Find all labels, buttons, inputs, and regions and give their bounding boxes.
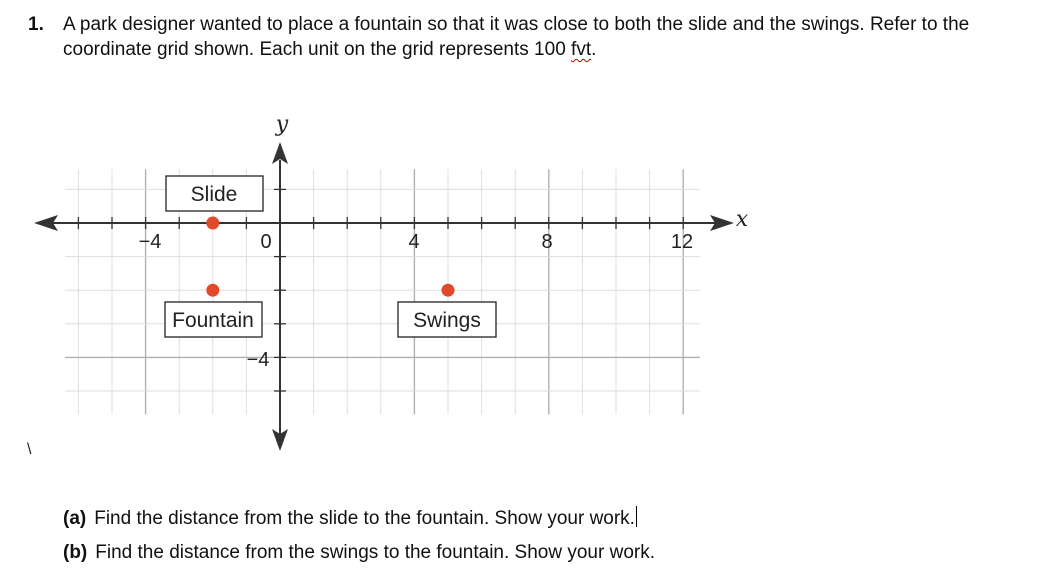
x-tick-label-neg4: −4: [138, 231, 162, 253]
stray-mark: \: [27, 441, 32, 458]
x-tick-label-8: 8: [541, 231, 553, 253]
part-a: [63, 506, 637, 531]
grid-lines: [65, 169, 700, 414]
x-tick-label-12: 12: [670, 231, 694, 253]
y-axis-label: y: [275, 112, 289, 137]
text-cursor: [636, 506, 637, 527]
misspelled-word[interactable]: fvt: [571, 39, 592, 60]
swings-label: Swings: [413, 309, 481, 332]
part-a-label: (a): [63, 508, 87, 529]
part-a-text[interactable]: Find the distance from the slide to the fountain. Show your work.: [94, 508, 635, 529]
fountain-label: Fountain: [172, 309, 254, 332]
question-number: 1.: [28, 14, 44, 35]
question-text-main: A park designer wanted to place a fountain so that it was close to both the slide and the swings. Refer to the coordinate grid shown. Each unit on the grid represents 100: [63, 14, 970, 60]
slide-label: Slide: [190, 183, 238, 206]
slide-point: [206, 217, 219, 230]
x-axis-label: x: [735, 207, 749, 232]
swings-point: [442, 284, 455, 297]
x-tick-labels: [139, 231, 694, 253]
fountain-point: [206, 284, 219, 297]
graph-marks: [139, 112, 749, 371]
y-tick-label-neg4: −4: [246, 349, 270, 371]
question-text-end: .: [591, 39, 597, 60]
part-b: [63, 541, 655, 565]
part-b-text[interactable]: Find the distance from the swings to the fountain. Show your work.: [95, 542, 655, 563]
x-tick-label-4: 4: [408, 231, 420, 253]
part-b-label: (b): [63, 542, 88, 563]
axes: [34, 142, 734, 451]
x-tick-label-0: 0: [260, 231, 272, 253]
